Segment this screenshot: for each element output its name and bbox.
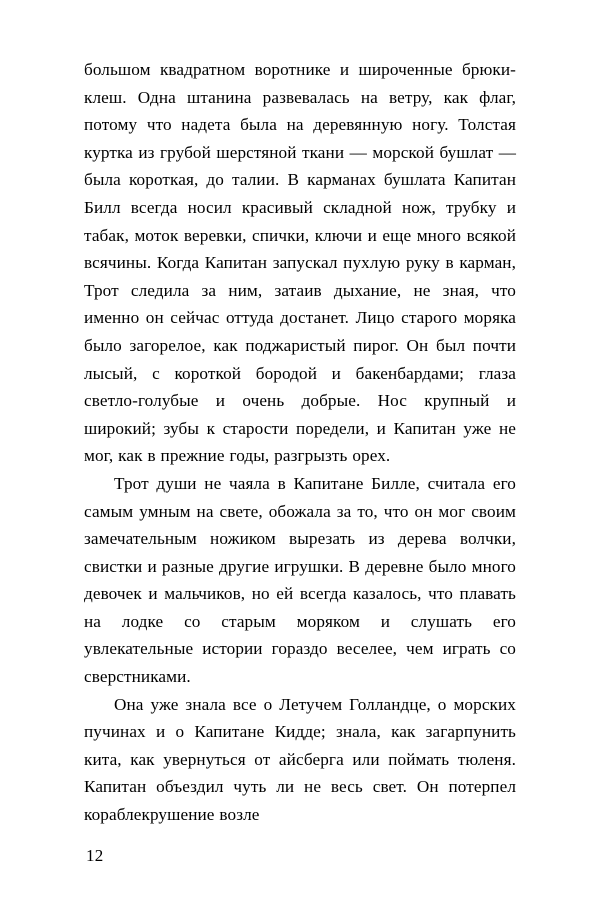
- page-number: 12: [86, 846, 104, 865]
- paragraph-2: Трот души не чаяла в Капитане Билле, считала его самым умным на свете, обожала за то, что он мог своим замечательным ножиком вырезать из дерева волчки, свистки и разные другие игрушки. В деревне было много девочек и мальчиков, но ей всегда казалось, что плавать на лодке со старым моряком и слушать его увлекательные истории гораздо веселее, чем играть со сверстниками.: [84, 473, 516, 687]
- body-text-column: [84, 56, 516, 829]
- paragraph-3: Она уже знала все о Летучем Голландце, о морских пучинах и о Капитане Кидде; знала, как загарпунить кита, как увернуться от айсберга или поймать тюленя. Капитан объездил чуть ли не весь свет. Он потерпел кораблекрушение возле: [84, 694, 516, 825]
- paragraph-1: большом квадратном воротнике и широченные брюки-клеш. Одна штанина развевалась на ветру, как флаг, потому что надета была на деревянную ногу. Толстая куртка из грубой шерстяной ткани — морской бушлат — была короткая, до талии. В карманах бушлата Капитан Билл всегда носил красивый складной нож, трубку и табак, моток веревки, спички, ключи и еще много всякой всячины. Когда Капитан запускал пухлую руку в карман, Трот следила за ним, затаив дыхание, не зная, что именно он сейчас оттуда достанет. Лицо старого моряка было загорелое, как поджаристый пирог. Он был почти лысый, с короткой бородой и бакенбардами; глаза светло-голубые и очень добрые. Нос крупный и широкий; зубы к старости поредели, и Капитан уже не мог, как в прежние годы, разгрызть орех.: [84, 60, 516, 466]
